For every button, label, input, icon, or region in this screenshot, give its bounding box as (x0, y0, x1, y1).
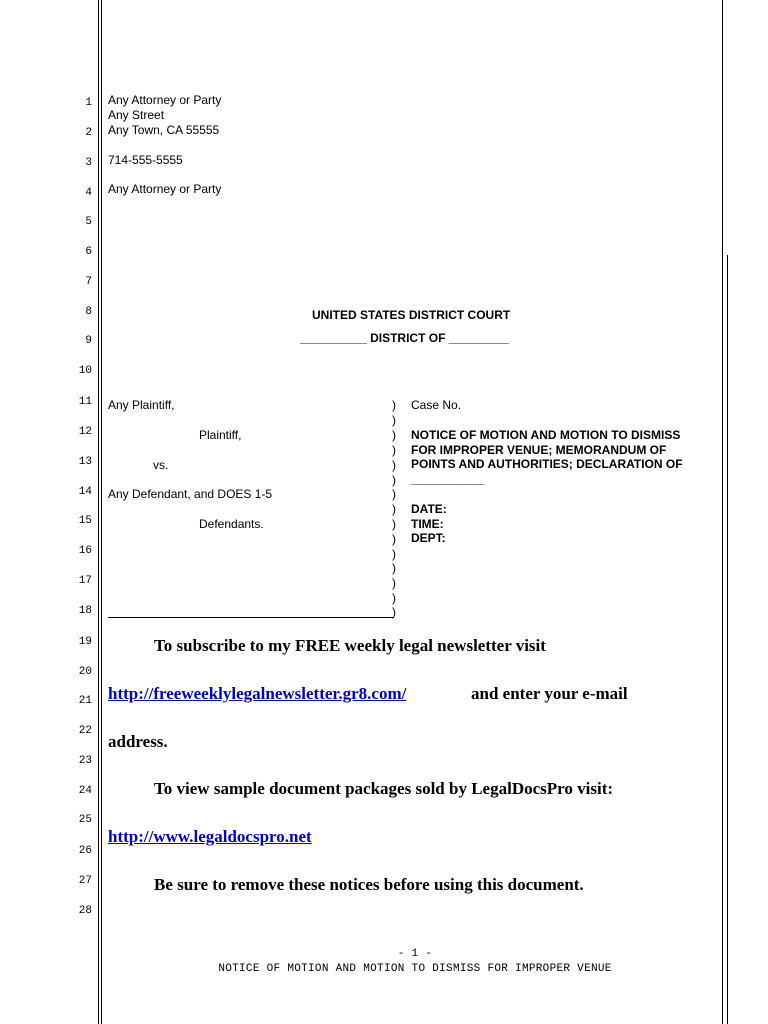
court-title: UNITED STATES DISTRICT COURT (312, 308, 511, 322)
line-number: 1 (85, 97, 92, 109)
line-number: 22 (78, 725, 92, 737)
attorney-phone: 714-555-5555 (108, 153, 183, 167)
line-number: 25 (78, 814, 92, 826)
subscribe-notice-tail: and enter your e-mail (471, 684, 628, 703)
line-number: 8 (85, 306, 92, 318)
defendant-role: Defendants. (199, 517, 264, 531)
line-number: 13 (78, 456, 92, 468)
hearing-date: DATE: (411, 502, 447, 516)
plaintiff-role: Plaintiff, (199, 428, 242, 442)
line-number: 11 (78, 396, 92, 408)
attorney-street: Any Street (108, 108, 165, 122)
attorney-name: Any Attorney or Party (108, 93, 222, 107)
remove-notice: Be sure to remove these notices before using this document. (154, 875, 584, 894)
caption-underline (108, 617, 394, 618)
line-number: 3 (85, 157, 92, 169)
line-number: 10 (78, 365, 92, 377)
line-number: 28 (78, 905, 92, 917)
document-title-line-3: POINTS AND AUTHORITIES; DECLARATION OF (411, 457, 683, 471)
defendant-name: Any Defendant, and DOES 1-5 (108, 487, 273, 501)
line-number: 26 (78, 845, 92, 857)
document-title-line-1: NOTICE OF MOTION AND MOTION TO DISMISS (411, 428, 681, 442)
line-number: 6 (85, 246, 92, 258)
line-number: 24 (78, 785, 92, 797)
document-title-line-2: FOR IMPROPER VENUE; MEMORANDUM OF (411, 443, 667, 457)
hearing-time: TIME: (411, 517, 444, 531)
line-number: 19 (78, 636, 92, 648)
case-number: Case No. (411, 398, 462, 412)
line-number: 14 (78, 486, 92, 498)
left-margin-rule-inner (101, 0, 102, 1024)
plaintiff-name: Any Plaintiff, (108, 398, 175, 412)
document-title-line-4: ___________ (411, 472, 485, 486)
line-number: 20 (78, 666, 92, 678)
line-number: 27 (78, 875, 92, 887)
line-number: 9 (85, 335, 92, 347)
line-number: 7 (85, 276, 92, 288)
line-number: 16 (78, 545, 92, 557)
subscribe-notice-address: address. (108, 732, 168, 751)
line-number: 21 (78, 695, 92, 707)
line-number: 5 (85, 216, 92, 228)
subscribe-notice: To subscribe to my FREE weekly legal newsletter visit (154, 636, 546, 655)
right-margin-rule (722, 0, 723, 1024)
newsletter-link[interactable]: http://freeweeklylegalnewsletter.gr8.com/ (108, 684, 407, 703)
hearing-dept: DEPT: (411, 531, 446, 545)
versus: vs. (153, 458, 169, 472)
attorney-city: Any Town, CA 55555 (108, 123, 220, 137)
line-number: 4 (85, 187, 92, 199)
legaldocspro-link[interactable]: http://www.legaldocspro.net (108, 827, 312, 846)
line-number: 23 (78, 755, 92, 767)
line-number: 12 (78, 426, 92, 438)
right-edge-line (727, 255, 728, 1024)
attorney-for: Any Attorney or Party (108, 182, 222, 196)
footer-title: NOTICE OF MOTION AND MOTION TO DISMISS FOR IMPROPER VENUE (218, 963, 612, 975)
left-margin-rule-outer (98, 0, 99, 1024)
page-number: - 1 - (397, 948, 433, 960)
court-district: __________ DISTRICT OF _________ (300, 331, 509, 345)
line-number: 2 (85, 127, 92, 139)
line-number: 17 (78, 575, 92, 587)
view-samples-notice: To view sample document packages sold by LegalDocsPro visit: (154, 779, 614, 798)
line-number: 15 (78, 515, 92, 527)
line-number: 18 (78, 605, 92, 617)
